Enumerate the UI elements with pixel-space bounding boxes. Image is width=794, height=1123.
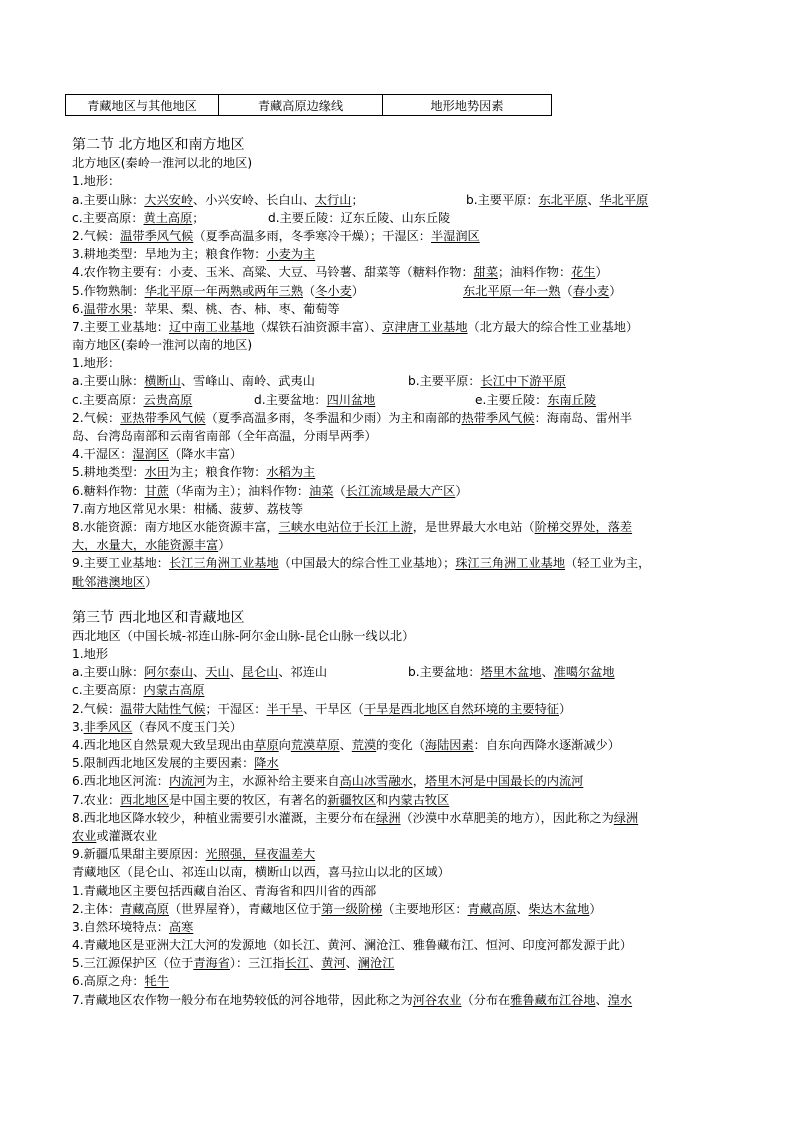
table-cell: 青藏地区与其他地区 [66,95,219,116]
text-line: 4.青藏地区是亚洲大江大河的发源地（如长江、黄河、澜沧江、雅鲁藏布江、恒河、印度河都发源于此） [72,938,633,953]
text-line: 3.非季风区（春风不度玉门关） [72,719,243,734]
text-line: a.主要山脉：大兴安岭、小兴安岭、长白山、太行山； b.主要平原：东北平原、华北平原 [72,192,649,207]
text-line: c.主要高原：云贵高原 d.主要盆地：四川盆地 e.主要丘陵：东南丘陵 [72,392,597,407]
text-line: 7.主要工业基地：辽中南工业基地（煤铁石油资源丰富）、京津唐工业基地（北方最大的综合性工业基地） [72,319,639,334]
text-line: 8.水能资源：南方地区水能资源丰富，三峡水电站位于长江上游，是世界最大水电站（阶梯交界处，落差 [72,519,633,534]
text-line: c.主要高原：黄土高原； d.主要丘陵：辽东丘陵、山东丘陵 [72,210,451,225]
table-cell: 地形地势因素 [383,95,552,116]
text-line: 6.温带水果：苹果、梨、桃、杏、柿、枣、葡萄等 [72,301,340,316]
subsection-title: 北方地区(秦岭一淮河以北的地区) [72,156,253,171]
text-line: 7.青藏地区农作物一般分布在地势较低的河谷地带，因此称之为河谷农业（分布在雅鲁藏布江谷地、湟水 [72,992,633,1007]
text-line: 4.干湿区：湿润区（降水丰富） [72,447,243,462]
text-line: 1.青藏地区主要包括西藏自治区、青海省和四川省的西部 [72,883,377,898]
text-line: 岛、台湾岛南部和云南省南部（全年高温，分雨旱两季） [72,429,377,443]
text-line: 9.新疆瓜果甜主要原因：光照强，昼夜温差大 [72,847,316,862]
section-title: 第二节 北方地区和南方地区 [72,137,245,153]
text-line: 2.气候：亚热带季风气候（夏季高温多雨，冬季温和少雨）为主和南部的热带季风气候：海南岛、雷州半 [72,410,633,425]
text-line: 8.西北地区降水较少，种植业需要引水灌溉，主要分布在绿洲（沙漠中水草肥美的地方），因此称之为绿洲 [72,810,639,825]
text-line: 4.农作物主要有：小麦、玉米、高粱、大豆、马铃薯、甜菜等（糖料作物：甜菜；油料作物：花生） [72,265,608,280]
table-cell: 青藏高原边缘线 [219,95,383,116]
text-line: 大，水量大，水能资源丰富） [72,538,231,553]
document-page [72,94,732,1009]
text-line: 5.作物熟制：华北平原一年两熟或两年三熟（冬小麦） 东北平原一年一熟（春小麦） [72,283,622,298]
text-line: a.主要山脉：阿尔泰山、天山、昆仑山、祁连山 b.主要盆地：塔里木盆地、准噶尔盆地 [72,665,615,680]
text-line: 9.主要工业基地：长江三角洲工业基地（中国最大的综合性工业基地）；珠江三角洲工业基地（轻工业为主， [72,556,651,571]
text-line: 6.糖料作物：甘蔗（华南为主）；油料作物：油菜（长江流域是最大产区） [72,483,468,498]
text-line: 7.农业：西北地区是中国主要的牧区，有著名的新疆牧区和内蒙古牧区 [72,792,450,807]
subsection-title: 南方地区(秦岭一淮河以南的地区) [72,338,253,353]
text-line: 5.限制西北地区发展的主要因素：降水 [72,756,279,771]
text-line: 6.高原之舟：牦牛 [72,974,169,989]
text-line: 2.气候：温带大陆性气候；干湿区：半干旱、干旱区（干旱是西北地区自然环境的主要特征） [72,701,572,716]
text-line: a.主要山脉：横断山、雪峰山、南岭、武夷山 b.主要平原：长江中下游平原 [72,374,566,389]
subsection-title: 青藏地区（昆仑山、祁连山以南，横断山以西，喜马拉山以北的区域） [72,865,450,880]
text-line: 7.南方地区常见水果：柑橘、菠萝、荔枝等 [72,501,304,516]
text-line: 2.气候：温带季风气候（夏季高温多雨，冬季寒冷干燥）；干湿区：半湿润区 [72,228,480,243]
text-line: 6.西北地区河流：内流河为主，水源补给主要来自高山冰雪融水，塔里木河是中国最长的内流河 [72,774,584,789]
text-line: c.主要高原：内蒙古高原 [72,683,205,698]
text-line: 4.西北地区自然景观大致呈现出由草原向荒漠草原、荒漠的变化（海陆因素：自东向西降水逐渐减少） [72,738,620,752]
text-line: 农业或灌溉农业 [72,828,158,843]
section-title: 第三节 西北地区和青藏地区 [72,609,245,626]
text-line: 1.地形 [72,647,109,662]
text-line: 2.主体：青藏高原（世界屋脊），青藏地区位于第一级阶梯（主要地形区：青藏高原、柴达木盆地） [72,901,602,916]
text-line: 5.三江源保护区（位于青海省）：三江指长江、黄河、澜沧江 [72,956,395,971]
subsection-title: 西北地区（中国长城-祁连山脉-阿尔金山脉-昆仑山脉一线以北） [72,628,415,643]
text-line: 1.地形： [72,174,121,189]
text-line: 1.地形： [72,356,121,371]
text-line: 3.耕地类型：旱地为主；粮食作物：小麦为主 [72,247,316,262]
text-line: 3.自然环境特点：高寒 [72,919,194,934]
text-line: 5.耕地类型：水田为主；粮食作物：水稻为主 [72,465,316,480]
header-table [65,94,552,116]
text-line: 毗邻港澳地区） [72,574,158,589]
